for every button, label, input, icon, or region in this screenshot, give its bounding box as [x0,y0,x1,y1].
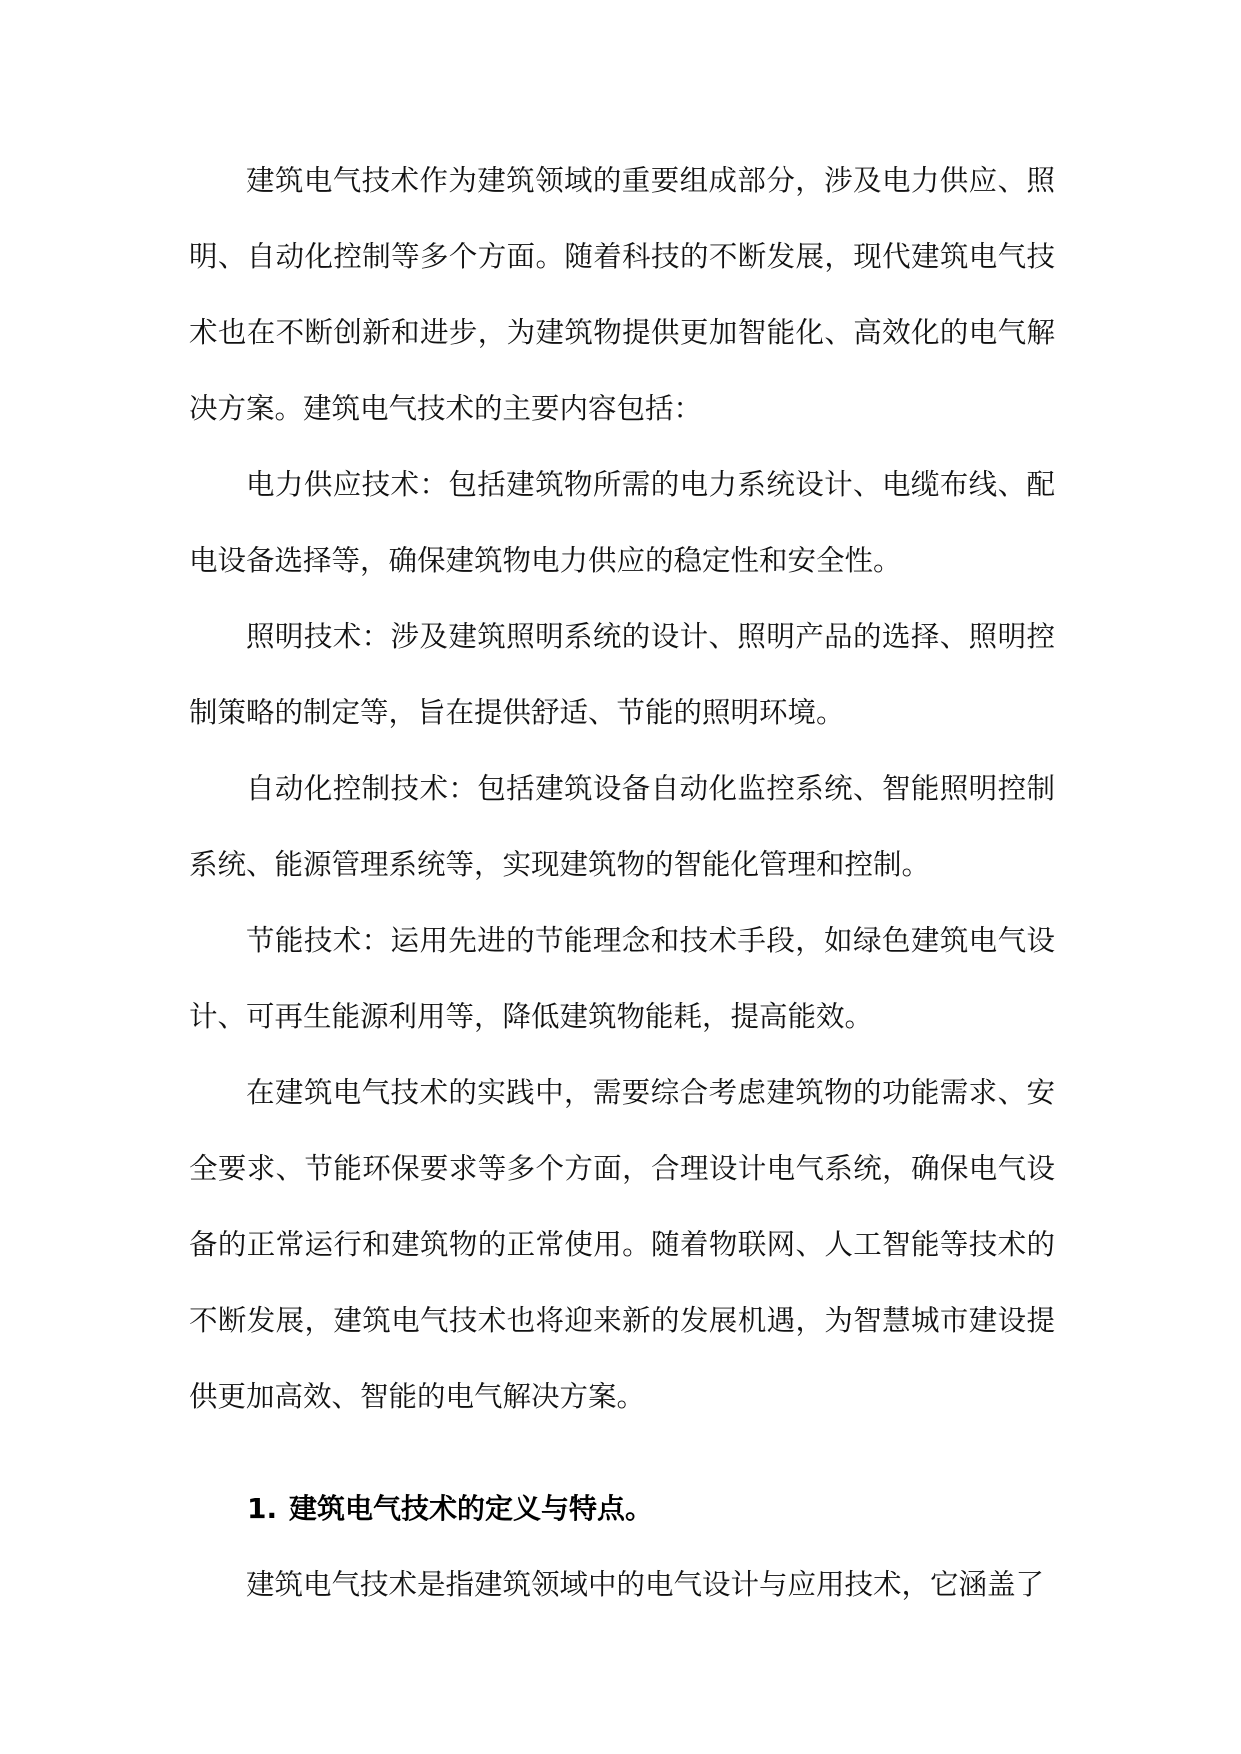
lighting-paragraph: 照明技术：涉及建筑照明系统的设计、照明产品的选择、照明控制策略的制定等，旨在提供舒适、节能的照明环境。 [189,620,1055,729]
practice-paragraph: 在建筑电气技术的实践中，需要综合考虑建筑物的功能需求、安全要求、节能环保要求等多个方面，合理设计电气系统，确保电气设备的正常运行和建筑物的正常使用。随着物联网、人工智能等技术的不断发展，建筑电气技术也将迎来新的发展机遇，为智慧城市建设提供更加高效、智能的电气解决方案。 [189,1076,1055,1413]
energy-saving-paragraph: 节能技术：运用先进的节能理念和技术手段，如绿色建筑电气设计、可再生能源利用等，降低建筑物能耗，提高能效。 [189,924,1055,1033]
power-supply-paragraph: 电力供应技术：包括建筑物所需的电力系统设计、电缆布线、配电设备选择等，确保建筑物电力供应的稳定性和安全性。 [189,468,1055,577]
definition-paragraph: 建筑电气技术是指建筑领域中的电气设计与应用技术，它涵盖了 [246,1568,1045,1601]
automation-paragraph: 自动化控制技术：包括建筑设备自动化监控系统、智能照明控制系统、能源管理系统等，实现建筑物的智能化管理和控制。 [189,772,1055,881]
intro-paragraph: 建筑电气技术作为建筑领域的重要组成部分，涉及电力供应、照明、自动化控制等多个方面。随着科技的不断发展，现代建筑电气技术也在不断创新和进步，为建筑物提供更加智能化、高效化的电气解决方案。建筑电气技术的主要内容包括： [189,164,1055,425]
section-number: 1. [247,1492,278,1525]
section-title: 建筑电气技术的定义与特点。 [289,1492,654,1525]
section-heading [189,1471,1055,1547]
document-body [189,143,1055,1623]
